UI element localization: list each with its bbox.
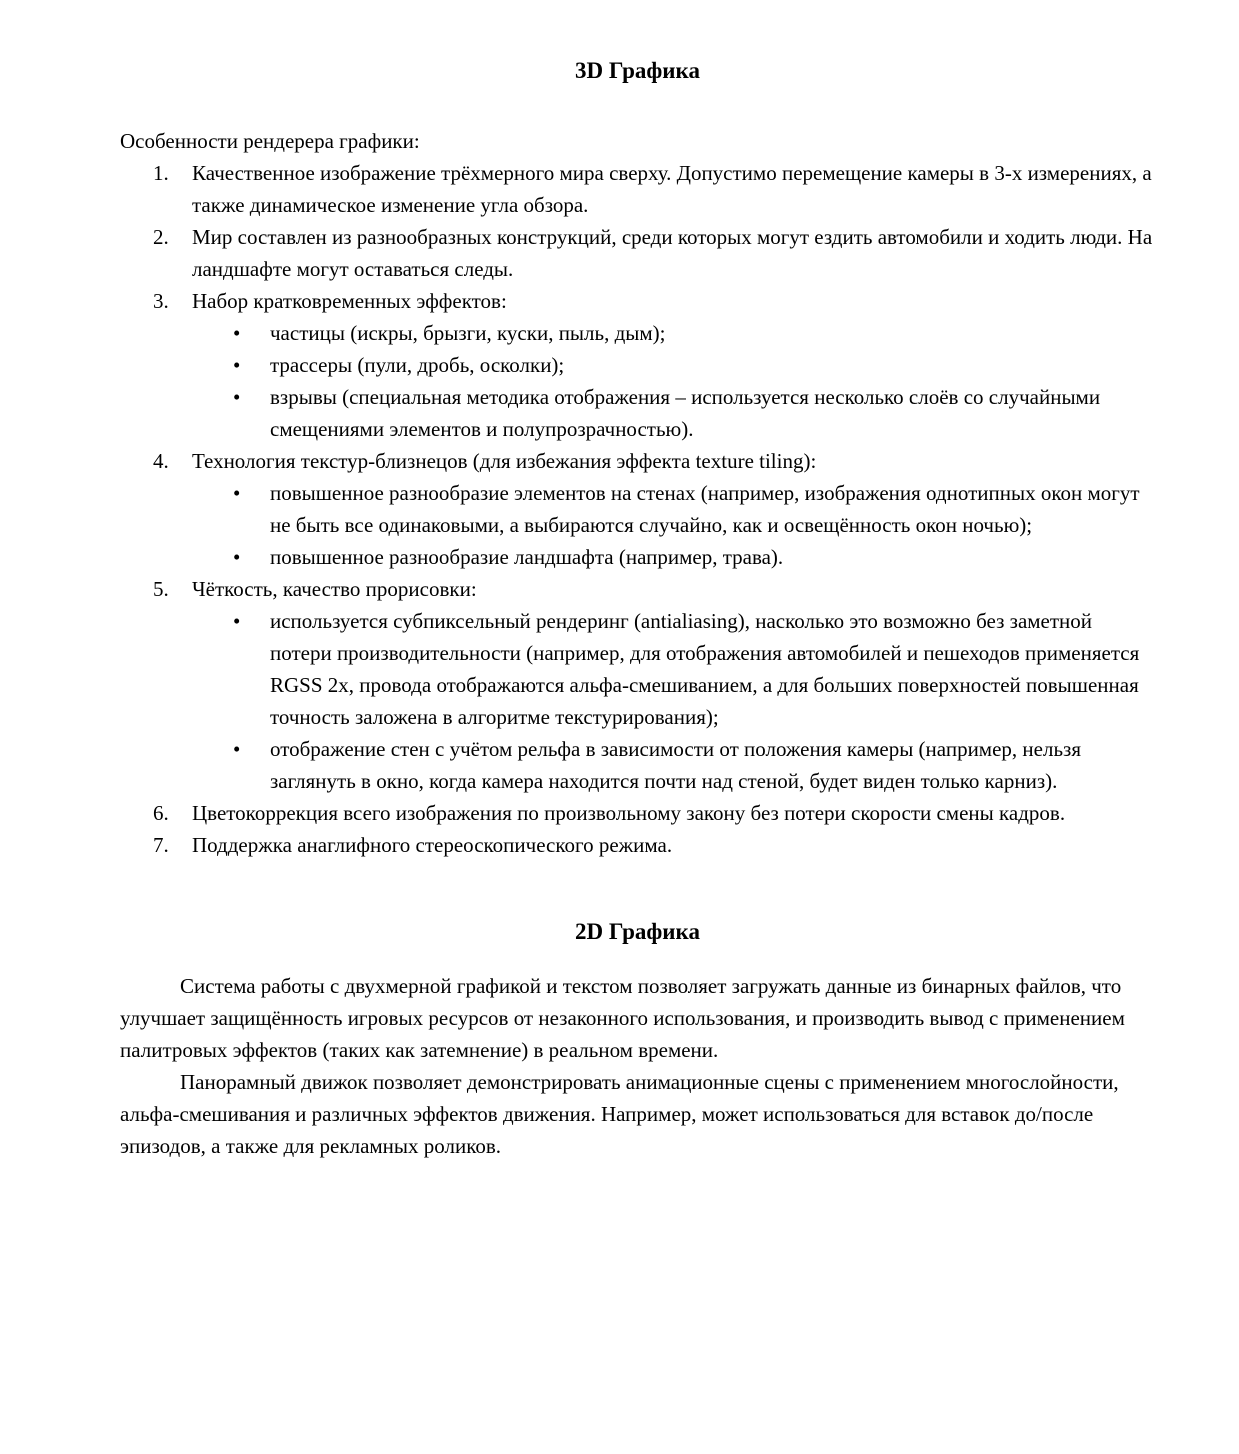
feature-item bbox=[120, 157, 1155, 221]
doc-title-3d: 3D Графика bbox=[575, 58, 700, 83]
feature-sublist bbox=[192, 605, 1155, 797]
feature-item-text: Качественное изображение трёхмерного мира сверху. Допустимо перемещение камеры в 3-х измерениях, а также динамическое изменение угла обзора. bbox=[192, 161, 1152, 217]
feature-item-text: Мир составлен из разнообразных конструкций, среди которых могут ездить автомобили и ходить люди. На ландшафте могут оставаться следы. bbox=[192, 225, 1153, 281]
feature-item bbox=[120, 221, 1155, 285]
feature-subitem-text: повышенное разнообразие элементов на стенах (например, изображения однотипных окон могут не быть все одинаковыми, а выбираются случайно, как и освещённость окон ночью); bbox=[270, 481, 1140, 537]
feature-subitem bbox=[192, 477, 1155, 541]
feature-subitem-text: используется субпиксельный рендеринг (antialiasing), насколько это возможно без заметной потери производительности (например, для отображения автомобилей и пешеходов применяется RGSS 2x, провода отображаются альфа-смешиванием, а для больших поверхностей повышенная точность заложена в алгоритме текстурирования); bbox=[270, 609, 1140, 729]
feature-item bbox=[120, 829, 1155, 861]
feature-item bbox=[120, 797, 1155, 829]
feature-sublist bbox=[192, 317, 1155, 445]
feature-subitem-text: частицы (искры, брызги, куски, пыль, дым); bbox=[270, 321, 666, 345]
body-paragraph: Панорамный движок позволяет демонстрировать анимационные сцены с применением многослойности, альфа-смешивания и различных эффектов движения. Например, может использоваться для вставок до/после эпизодов, а также для рекламных роликов. bbox=[120, 1070, 1119, 1158]
feature-item-text: Чёткость, качество прорисовки: bbox=[192, 577, 477, 601]
feature-item bbox=[120, 285, 1155, 445]
feature-subitem-text: взрывы (специальная методика отображения – используется несколько слоёв со случайными смещениями элементов и полупрозрачностью). bbox=[270, 385, 1101, 441]
feature-item bbox=[120, 573, 1155, 797]
feature-item-text: Технология текстур-близнецов (для избежания эффекта texture tiling): bbox=[192, 449, 817, 473]
feature-subitem bbox=[192, 541, 1155, 573]
feature-sublist bbox=[192, 477, 1155, 573]
features-list bbox=[120, 157, 1155, 861]
feature-subitem bbox=[192, 349, 1155, 381]
feature-item-text: Цветокоррекция всего изображения по произвольному закону без потери скорости смены кадров. bbox=[192, 801, 1066, 825]
doc-title-2d: 2D Графика bbox=[575, 919, 700, 944]
feature-subitem-text: отображение стен с учётом рельфа в зависимости от положения камеры (например, нельзя заглянуть в окно, когда камера находится почти над стеной, будет виден только карниз). bbox=[270, 737, 1081, 793]
feature-subitem bbox=[192, 733, 1155, 797]
feature-subitem-text: повышенное разнообразие ландшафта (например, трава). bbox=[270, 545, 784, 569]
feature-subitem-text: трассеры (пули, дробь, осколки); bbox=[270, 353, 565, 377]
feature-subitem bbox=[192, 381, 1155, 445]
intro-text: Особенности рендерера графики: bbox=[120, 129, 420, 153]
body-paragraph: Система работы с двухмерной графикой и текстом позволяет загружать данные из бинарных файлов, что улучшает защищённость игровых ресурсов от незаконного использования, и производить вывод с применением палитровых эффектов (таких как затемнение) в реальном времени. bbox=[120, 974, 1125, 1062]
feature-item-text: Набор кратковременных эффектов: bbox=[192, 289, 507, 313]
feature-subitem bbox=[192, 605, 1155, 733]
feature-item bbox=[120, 445, 1155, 573]
feature-subitem bbox=[192, 317, 1155, 349]
feature-item-text: Поддержка анаглифного стереоскопического режима. bbox=[192, 833, 673, 857]
